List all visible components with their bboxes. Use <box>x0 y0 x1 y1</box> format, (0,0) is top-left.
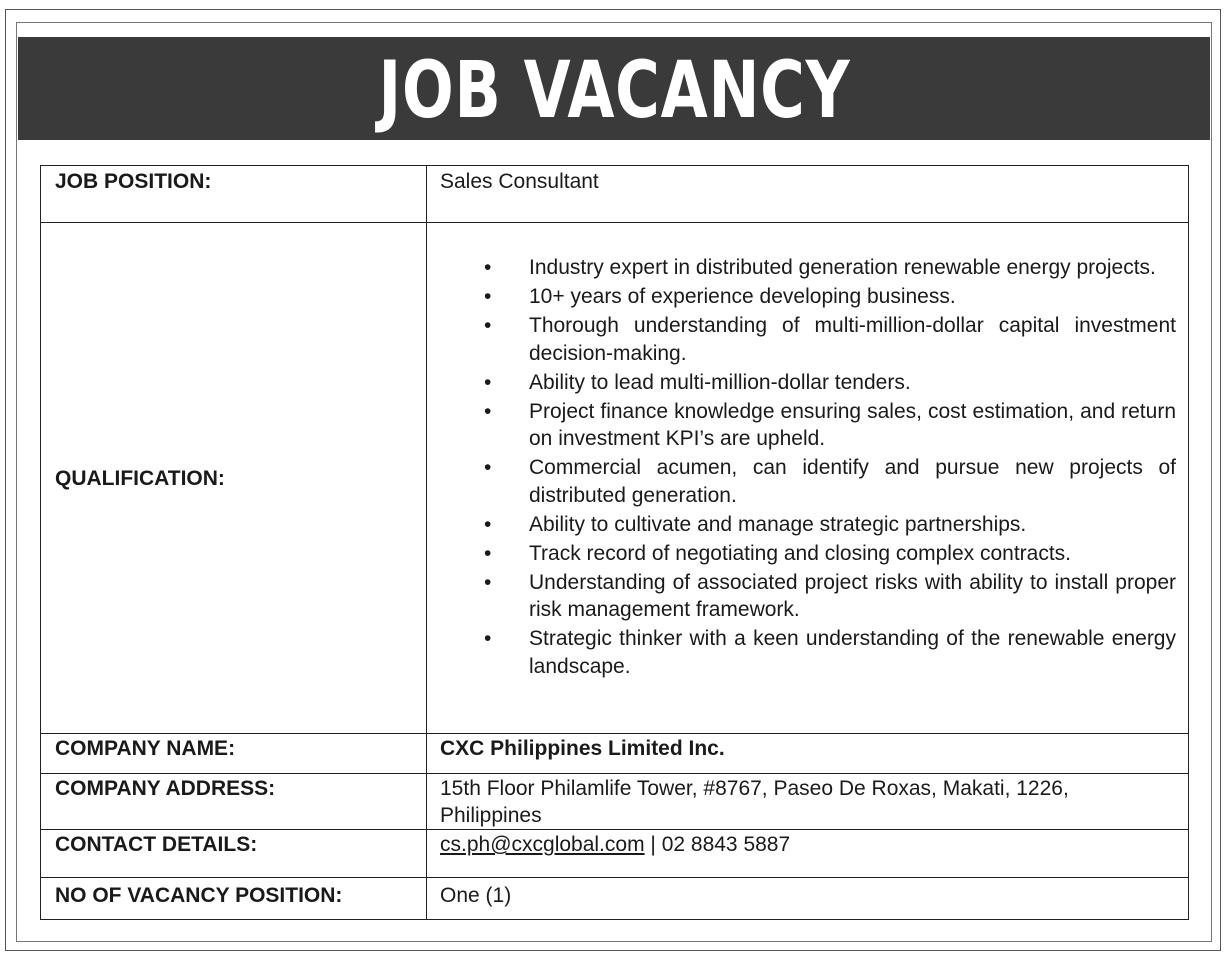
qualification-item: • Project finance knowledge ensuring sales, cost estimation, and return on investment KPI’s are upheld. <box>440 398 1176 453</box>
company-name-value: CXC Philippines Limited Inc. <box>427 734 1189 774</box>
qualification-item: • Industry expert in distributed generation renewable energy projects. <box>440 254 1176 282</box>
table-row-job-position <box>41 166 1189 223</box>
company-address-value: 15th Floor Philamlife Tower, #8767, Paseo De Roxas, Makati, 1226, Philippines <box>427 774 1189 830</box>
title-banner <box>18 37 1210 140</box>
qualification-item: • Thorough understanding of multi-million-dollar capital investment decision-making. <box>440 312 1176 367</box>
qualification-value <box>427 223 1189 734</box>
qualification-item: • Strategic thinker with a keen understanding of the renewable energy landscape. <box>440 625 1176 680</box>
contact-separator: | <box>644 833 662 856</box>
phone-number: 02 8843 5887 <box>661 833 791 856</box>
qualification-item: • 10+ years of experience developing business. <box>440 283 1176 311</box>
table-row-contact-details <box>41 830 1189 878</box>
job-position-label: JOB POSITION: <box>41 166 427 223</box>
contact-details-label: CONTACT DETAILS: <box>41 830 427 878</box>
qualification-list <box>440 223 1176 680</box>
company-address-label: COMPANY ADDRESS: <box>41 774 427 830</box>
table-row-company-name <box>41 734 1189 774</box>
qualification-item: • Track record of negotiating and closing complex contracts. <box>440 540 1176 568</box>
table-row-vacancy-count <box>41 878 1189 920</box>
qualification-item: • Commercial acumen, can identify and pursue new projects of distributed generation. <box>440 454 1176 509</box>
table-row-company-address <box>41 774 1189 830</box>
page-title: JOB VACANCY <box>378 45 850 136</box>
email-link[interactable]: cs.ph@cxcglobal.com <box>440 833 645 856</box>
qualification-item: • Ability to cultivate and manage strategic partnerships. <box>440 511 1176 539</box>
table-row-qualification <box>41 223 1189 734</box>
job-position-value: Sales Consultant <box>427 166 1189 223</box>
qualification-item: • Ability to lead multi-million-dollar tenders. <box>440 369 1176 397</box>
company-name-label: COMPANY NAME: <box>41 734 427 774</box>
vacancy-count-value: One (1) <box>427 878 1189 920</box>
contact-details-value <box>427 830 1189 878</box>
job-details-table <box>40 165 1189 920</box>
qualification-label: QUALIFICATION: <box>41 223 427 734</box>
qualification-item: • Understanding of associated project risks with ability to install proper risk management framework. <box>440 569 1176 624</box>
vacancy-count-label: NO OF VACANCY POSITION: <box>41 878 427 920</box>
